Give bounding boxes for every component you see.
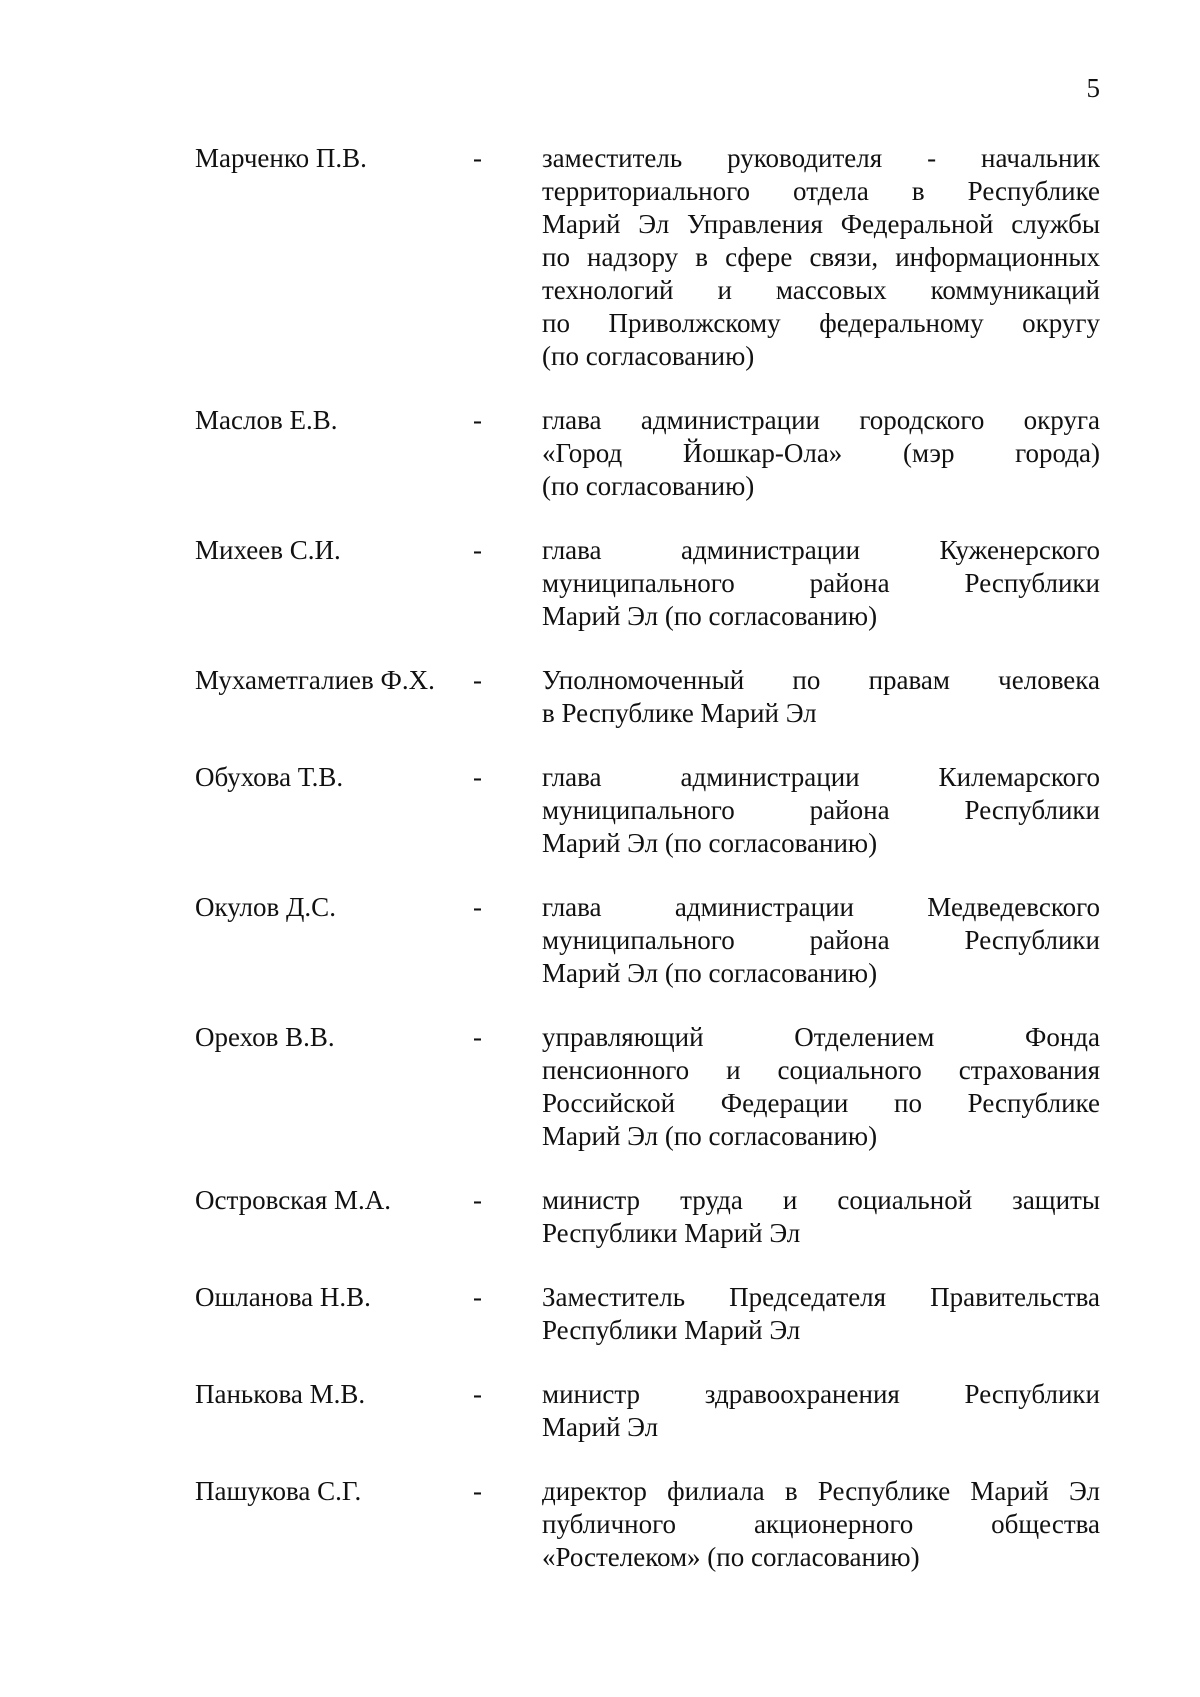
- role-line: «Город Йошкар-Ола» (мэр города): [542, 438, 1100, 468]
- member-role: [542, 664, 1100, 730]
- member-role: [542, 1281, 1100, 1347]
- page-number: 5: [1086, 73, 1100, 103]
- member-name: Пашукова С.Г.: [195, 1476, 362, 1506]
- separator-dash: -: [473, 1185, 482, 1215]
- role-line: управляющий Отделением Фонда: [542, 1022, 1100, 1052]
- member-name: Островская М.А.: [195, 1185, 392, 1215]
- member-role: [542, 761, 1100, 860]
- role-line: публичного акционерного общества: [542, 1509, 1100, 1539]
- separator-dash: -: [473, 1022, 482, 1052]
- separator-dash: -: [473, 535, 482, 565]
- member-name: Обухова Т.В.: [195, 762, 344, 792]
- role-line: в Республике Марий Эл: [542, 698, 817, 728]
- role-line: Марий Эл Управления Федеральной службы: [542, 209, 1100, 239]
- member-role: [542, 1184, 1100, 1250]
- member-role: [542, 534, 1100, 633]
- role-line: Республики Марий Эл: [542, 1315, 801, 1345]
- list-item: [195, 404, 1100, 503]
- role-line: территориального отдела в Республике: [542, 176, 1100, 206]
- role-line: Марий Эл (по согласованию): [542, 1121, 878, 1151]
- member-role: [542, 1475, 1100, 1574]
- list-item: [195, 1475, 1100, 1574]
- list-item: [195, 534, 1100, 633]
- role-line: по Приволжскому федеральному округу: [542, 308, 1100, 338]
- list-item: [195, 1378, 1100, 1444]
- member-name: Михеев С.И.: [195, 535, 341, 565]
- member-role: [542, 404, 1100, 503]
- role-line: глава администрации Килемарского: [542, 762, 1100, 792]
- role-line: пенсионного и социального страхования: [542, 1055, 1100, 1085]
- member-name: Мухаметгалиев Ф.Х.: [195, 665, 435, 695]
- role-line: министр труда и социальной защиты: [542, 1185, 1100, 1215]
- member-role: [542, 1021, 1100, 1153]
- role-line: заместитель руководителя - начальник: [542, 143, 1100, 173]
- separator-dash: -: [473, 1282, 482, 1312]
- role-line: муниципального района Республики: [542, 568, 1100, 598]
- separator-dash: -: [473, 405, 482, 435]
- role-line: Марий Эл (по согласованию): [542, 828, 878, 858]
- role-line: технологий и массовых коммуникаций: [542, 275, 1100, 305]
- role-line: глава администрации городского округа: [542, 405, 1100, 435]
- list-item: [195, 142, 1100, 373]
- separator-dash: -: [473, 762, 482, 792]
- role-line: Марий Эл (по согласованию): [542, 601, 878, 631]
- separator-dash: -: [473, 665, 482, 695]
- separator-dash: -: [473, 1476, 482, 1506]
- list-item: [195, 1184, 1100, 1250]
- list-item: [195, 891, 1100, 990]
- member-name: Марченко П.В.: [195, 143, 367, 173]
- separator-dash: -: [473, 143, 482, 173]
- list-item: [195, 664, 1100, 730]
- role-line: министр здравоохранения Республики: [542, 1379, 1100, 1409]
- role-line: (по согласованию): [542, 471, 755, 501]
- member-name: Маслов Е.В.: [195, 405, 338, 435]
- separator-dash: -: [473, 892, 482, 922]
- member-role: [542, 891, 1100, 990]
- member-name: Окулов Д.С.: [195, 892, 336, 922]
- role-line: Российской Федерации по Республике: [542, 1088, 1100, 1118]
- list-item: [195, 761, 1100, 860]
- role-line: муниципального района Республики: [542, 795, 1100, 825]
- role-line: муниципального района Республики: [542, 925, 1100, 955]
- role-line: Марий Эл (по согласованию): [542, 958, 878, 988]
- role-line: Заместитель Председателя Правительства: [542, 1282, 1100, 1312]
- role-line: Республики Марий Эл: [542, 1218, 801, 1248]
- member-name: Орехов В.В.: [195, 1022, 335, 1052]
- member-list: [195, 142, 1100, 1605]
- separator-dash: -: [473, 1379, 482, 1409]
- member-role: [542, 142, 1100, 373]
- member-name: Панькова М.В.: [195, 1379, 366, 1409]
- member-name: Ошланова Н.В.: [195, 1282, 371, 1312]
- role-line: Уполномоченный по правам человека: [542, 665, 1100, 695]
- role-line: директор филиала в Республике Марий Эл: [542, 1476, 1100, 1506]
- role-line: глава администрации Куженерского: [542, 535, 1100, 565]
- role-line: глава администрации Медведевского: [542, 892, 1100, 922]
- role-line: по надзору в сфере связи, информационных: [542, 242, 1100, 272]
- role-line: Марий Эл: [542, 1412, 659, 1442]
- list-item: [195, 1281, 1100, 1347]
- role-line: «Ростелеком» (по согласованию): [542, 1542, 920, 1572]
- role-line: (по согласованию): [542, 341, 755, 371]
- member-role: [542, 1378, 1100, 1444]
- list-item: [195, 1021, 1100, 1153]
